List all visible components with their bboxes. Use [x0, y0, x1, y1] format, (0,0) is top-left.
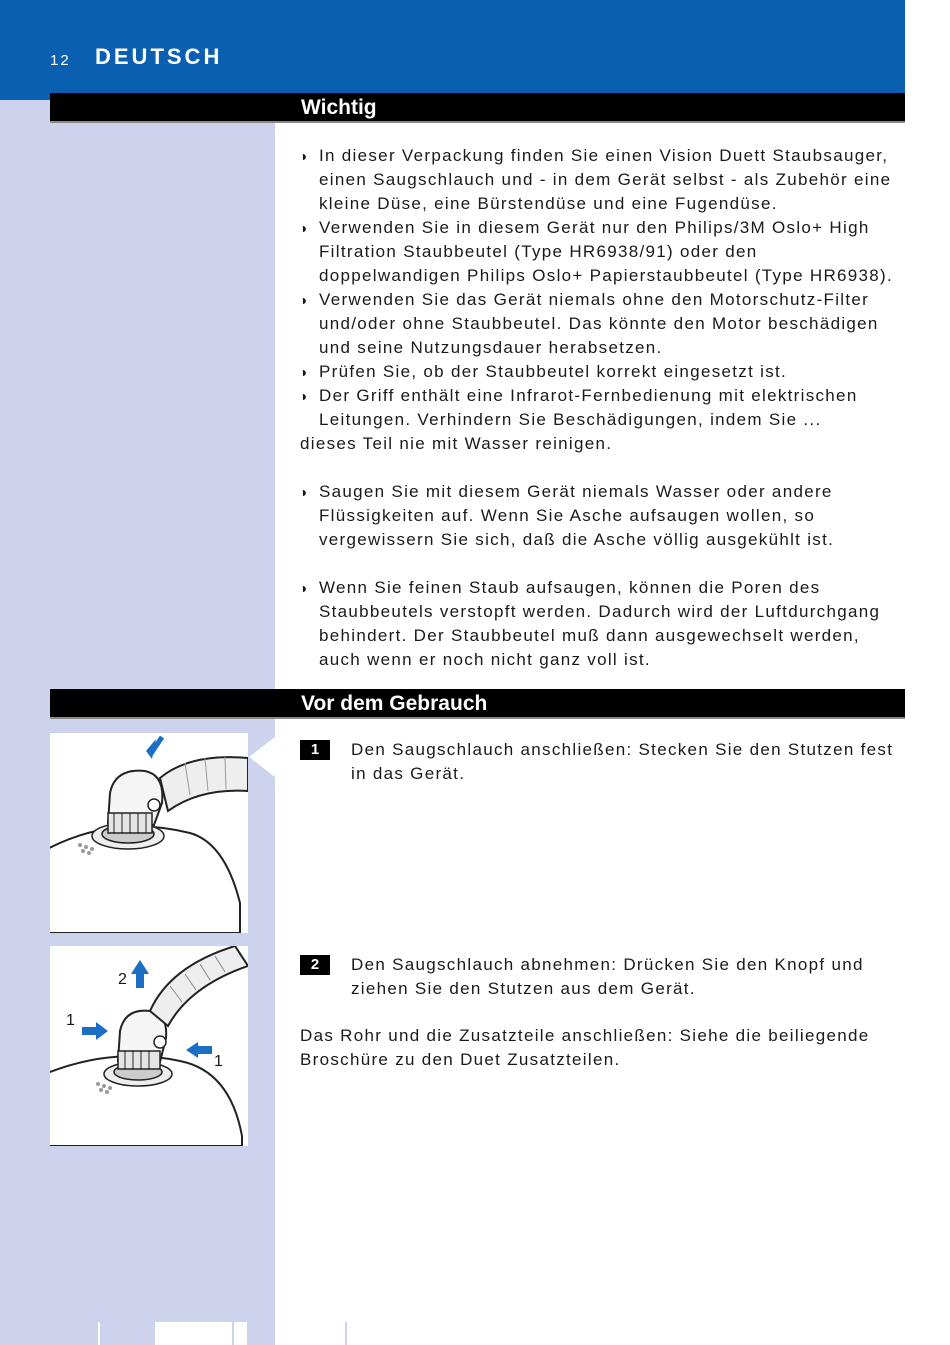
- important-text: [300, 144, 900, 672]
- step-2: [300, 953, 900, 1001]
- language-heading: DEUTSCH: [95, 44, 223, 69]
- page-number: 12: [50, 52, 71, 69]
- attach-hose-drawing: [50, 733, 248, 933]
- list-item: ◗ In dieser Verpackung finden Sie einen Vision Duett Staubsauger, einen Saugschlauch und - in dem Gerät selbst - als Zubehör eine kleine Düse, eine Bürstendüse und eine Fugendüse.: [300, 146, 892, 213]
- section-title-important: Wichtig: [301, 96, 377, 119]
- detach-hose-drawing: [50, 946, 248, 1146]
- footer-mark: [98, 1322, 100, 1345]
- section-bar-before-use: [50, 689, 905, 719]
- footer-mark: [345, 1322, 347, 1345]
- list-item: ◗ Wenn Sie feinen Staub aufsaugen, können die Poren des Staubbeutels verstopft werden. Dadurch wird der Luftdurchgang behindert. Der Staubbeutel muß dann ausgewechselt werden, auch wenn er noch nicht ganz voll ist.: [300, 578, 881, 669]
- bullet-icon: ◗: [300, 220, 310, 236]
- list-item: ◗ Prüfen Sie, ob der Staubbeutel korrekt eingesetzt ist.: [300, 360, 900, 384]
- step-1: [300, 738, 900, 786]
- section-title-before-use: Vor dem Gebrauch: [301, 692, 488, 715]
- header-band: [0, 0, 905, 100]
- step-text: Den Saugschlauch anschließen: Stecken Sie den Stutzen fest in das Gerät.: [351, 740, 894, 783]
- bullet-icon: ◗: [300, 484, 310, 500]
- illustration-detach-hose: [50, 946, 248, 1146]
- list-item: ◗ Verwenden Sie das Gerät niemals ohne den Motorschutz-Filter und/oder ohne Staubbeutel. Das könnte den Motor beschädigen und seine Nutzungsdauer herabsetzen.: [300, 290, 879, 357]
- arrow-label-left: 1: [66, 1012, 75, 1029]
- illustration-attach-hose: [50, 733, 248, 933]
- bullet-icon: ◗: [300, 364, 310, 380]
- list-item: ◗ Verwenden Sie in diesem Gerät nur den Philips/3M Oslo+ High Filtration Staubbeutel (Type HR6938/91) oder den doppelwandigen Philips Oslo+ Papierstaubbeutel (Type HR6938).: [300, 218, 894, 285]
- arrow-label-right: 1: [214, 1053, 223, 1070]
- list-item: ◗ Saugen Sie mit diesem Gerät niemals Wasser oder andere Flüssigkeiten auf. Wenn Sie Asche aufsaugen wollen, so vergewissern Sie sich, daß die Asche völlig ausgekühlt ist.: [300, 482, 835, 549]
- list-item: ◗ Der Griff enthält eine Infrarot-Fernbedienung mit elektrischen Leitungen. Verhindern Sie Beschädigungen, indem Sie ...: [300, 386, 858, 429]
- step-text: Den Saugschlauch abnehmen: Drücken Sie den Knopf und ziehen Sie den Stutzen aus dem Gerät.: [351, 955, 864, 998]
- bullet-icon: ◗: [300, 388, 310, 404]
- step-number: 2: [300, 955, 330, 975]
- bullet-icon: ◗: [300, 148, 310, 164]
- bullet-icon: ◗: [300, 292, 310, 308]
- footer-mark: [232, 1322, 234, 1345]
- arrow-label-up: 2: [118, 971, 127, 988]
- bullet-icon: ◗: [300, 580, 310, 596]
- illustration-pointer: [249, 737, 275, 777]
- step-number: 1: [300, 740, 330, 760]
- accessories-note: Das Rohr und die Zusatzteile anschließen: Siehe die beiliegende Broschüre zu den Duet Zusatzteilen.: [300, 1026, 870, 1069]
- section-bar-important: [50, 93, 905, 123]
- continuation-text: dieses Teil nie mit Wasser reinigen.: [300, 434, 613, 453]
